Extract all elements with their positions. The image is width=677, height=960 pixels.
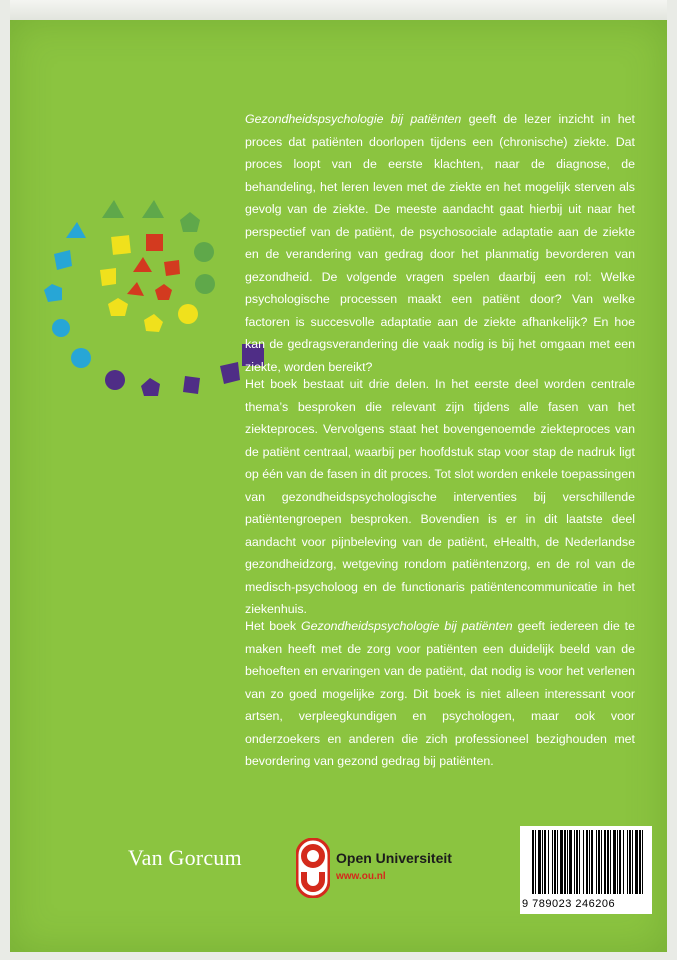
- barcode-bar: [598, 830, 600, 894]
- barcode-bars: [520, 826, 652, 896]
- teal-circle-shape: [52, 319, 70, 337]
- open-universiteit-logo-icon: [296, 838, 330, 898]
- paragraph-3-text: geeft iedereen die te maken heeft met de zorg voor patiënten een duidelijk beeld van de behoeften en ervaringen van de patiënt, dat nodig is voor het verlenen van zo goed mogelijke zorg. Dit boek is niet alleen interessant voor artsen, verpleegkundigen en psychologen, maar ook voor onderzoekers en anderen die zich professioneel bezighouden met bevordering van gezond gedrag bij patiënten.: [245, 619, 635, 768]
- yellow-square-shape: [111, 235, 131, 255]
- open-universiteit-name: Open Universiteit: [336, 850, 452, 866]
- teal-triangle-shape: [66, 222, 86, 238]
- barcode-bar: [552, 830, 553, 894]
- barcode-bar: [629, 830, 631, 894]
- barcode-bar: [564, 830, 566, 894]
- barcode-bar: [623, 830, 624, 894]
- yellow-pentagon-shape: [144, 314, 163, 332]
- barcode-bar: [583, 830, 584, 894]
- barcode-bar: [604, 830, 606, 894]
- barcode-bar: [613, 830, 616, 894]
- barcode-bar: [632, 830, 633, 894]
- colored-shapes-graphic: [30, 190, 280, 410]
- purple-square-shape: [220, 362, 240, 384]
- book-title-italic: Gezondheidspsychologie bij patiënten: [245, 112, 462, 126]
- paragraph-1-text: geeft de lezer inzicht in het proces dat patiënten doorlopen tijdens een (chronische) ziekte. Dat proces loopt van de eerste klachten, naar de diagnose, de behandeling, het leren leven met de ziekte en het mogelijk sterven als gevolg van de ziekte. De meeste aandacht gaat hierbij uit naar het perspectief van de patiënt, de psychosociale adaptatie aan de ziekte en de verandering van gedrag door het planmatig bevorderen van gezondheid. De volgende vragen spelen daarbij een rol: Welke psychologische processen maakt een patiënt door? Van welke factoren is succesvolle adaptatie aan de ziekte afhankelijk? En hoe kan de gedragsverandering die vaak nodig is bij het omgaan met een ziekte, worden bereikt?: [245, 112, 636, 374]
- van-gorcum-logo: Van Gorcum: [128, 845, 242, 870]
- description-paragraph-3: [245, 615, 635, 773]
- red-square-shape: [164, 260, 180, 276]
- description-paragraph-2: [245, 373, 635, 621]
- teal-square-shape: [54, 250, 72, 270]
- barcode-bar: [542, 830, 543, 894]
- barcode-number: 9 789023 246206: [522, 898, 616, 910]
- red-square-shape: [146, 234, 163, 251]
- green-circle-shape: [194, 242, 214, 262]
- yellow-pentagon-shape: [108, 298, 128, 316]
- barcode-bar: [639, 830, 641, 894]
- barcode-bar: [567, 830, 568, 894]
- barcode-bar: [554, 830, 556, 894]
- teal-circle-shape: [71, 348, 91, 368]
- barcode-bar: [627, 830, 628, 894]
- barcode-bar: [557, 830, 558, 894]
- green-triangle-shape: [102, 200, 124, 218]
- barcode-bar: [610, 830, 611, 894]
- barcode-bar: [548, 830, 549, 894]
- paragraph-3-prefix: Het boek: [245, 619, 301, 633]
- barcode-bar: [579, 830, 580, 894]
- green-triangle-shape: [142, 200, 164, 218]
- yellow-circle-shape: [178, 304, 198, 324]
- green-pentagon-shape: [180, 212, 200, 232]
- teal-pentagon-shape: [44, 284, 62, 302]
- barcode-bar: [538, 830, 541, 894]
- barcode-bar: [596, 830, 597, 894]
- description-paragraph-1: [245, 108, 635, 378]
- barcode-bar: [574, 830, 575, 894]
- barcode-bar: [586, 830, 588, 894]
- barcode-bar: [617, 830, 618, 894]
- barcode-bar: [591, 830, 593, 894]
- barcode-bar: [576, 830, 578, 894]
- barcode-bar: [607, 830, 609, 894]
- book-title-italic: Gezondheidspsychologie bij patiënten: [300, 619, 513, 633]
- red-pentagon-shape: [155, 284, 172, 300]
- yellow-square-shape: [100, 268, 116, 286]
- red-triangle-shape: [127, 282, 144, 296]
- barcode-bar: [601, 830, 602, 894]
- barcode-bar: [532, 830, 534, 894]
- barcode-bar: [569, 830, 572, 894]
- purple-square-shape: [183, 376, 200, 394]
- barcode-bar: [635, 830, 638, 894]
- purple-circle-shape: [105, 370, 125, 390]
- barcode-bar: [589, 830, 590, 894]
- cover-top-edge: [10, 0, 667, 20]
- barcode-bar: [544, 830, 546, 894]
- paragraph-2-text: Het boek bestaat uit drie delen. In het eerste deel worden centrale thema’s besproken die relevant zijn tijdens alle fasen van het ziekteproces. Vervolgens staat het bovengenoemde ziekteproces van de patiënt centraal, waarbij per hoofdstuk stap voor stap de nadruk ligt op één van de fasen in dit proces. Tot slot worden enkele toepassingen van gezondheidspsychologische interventies bij verschillende patiëntengroepen besproken. Bovendien is er in dit laatste deel aandacht voor pijnbeleving van de patiënt, eHealth, de Nederlandse gezondheidzorg, wetgeving rondom patiëntenzorg, en de rol van de medisch-psycholoog en de functionaris patiëntencommunicatie in het ziekenhuis.: [245, 377, 635, 616]
- barcode-bar: [642, 830, 643, 894]
- barcode-bar: [619, 830, 621, 894]
- open-universiteit-url: www.ou.nl: [336, 871, 386, 882]
- barcode-bar: [560, 830, 563, 894]
- purple-pentagon-shape: [141, 378, 160, 396]
- barcode-bar: [535, 830, 536, 894]
- red-triangle-shape: [133, 257, 152, 272]
- green-circle-shape: [195, 274, 215, 294]
